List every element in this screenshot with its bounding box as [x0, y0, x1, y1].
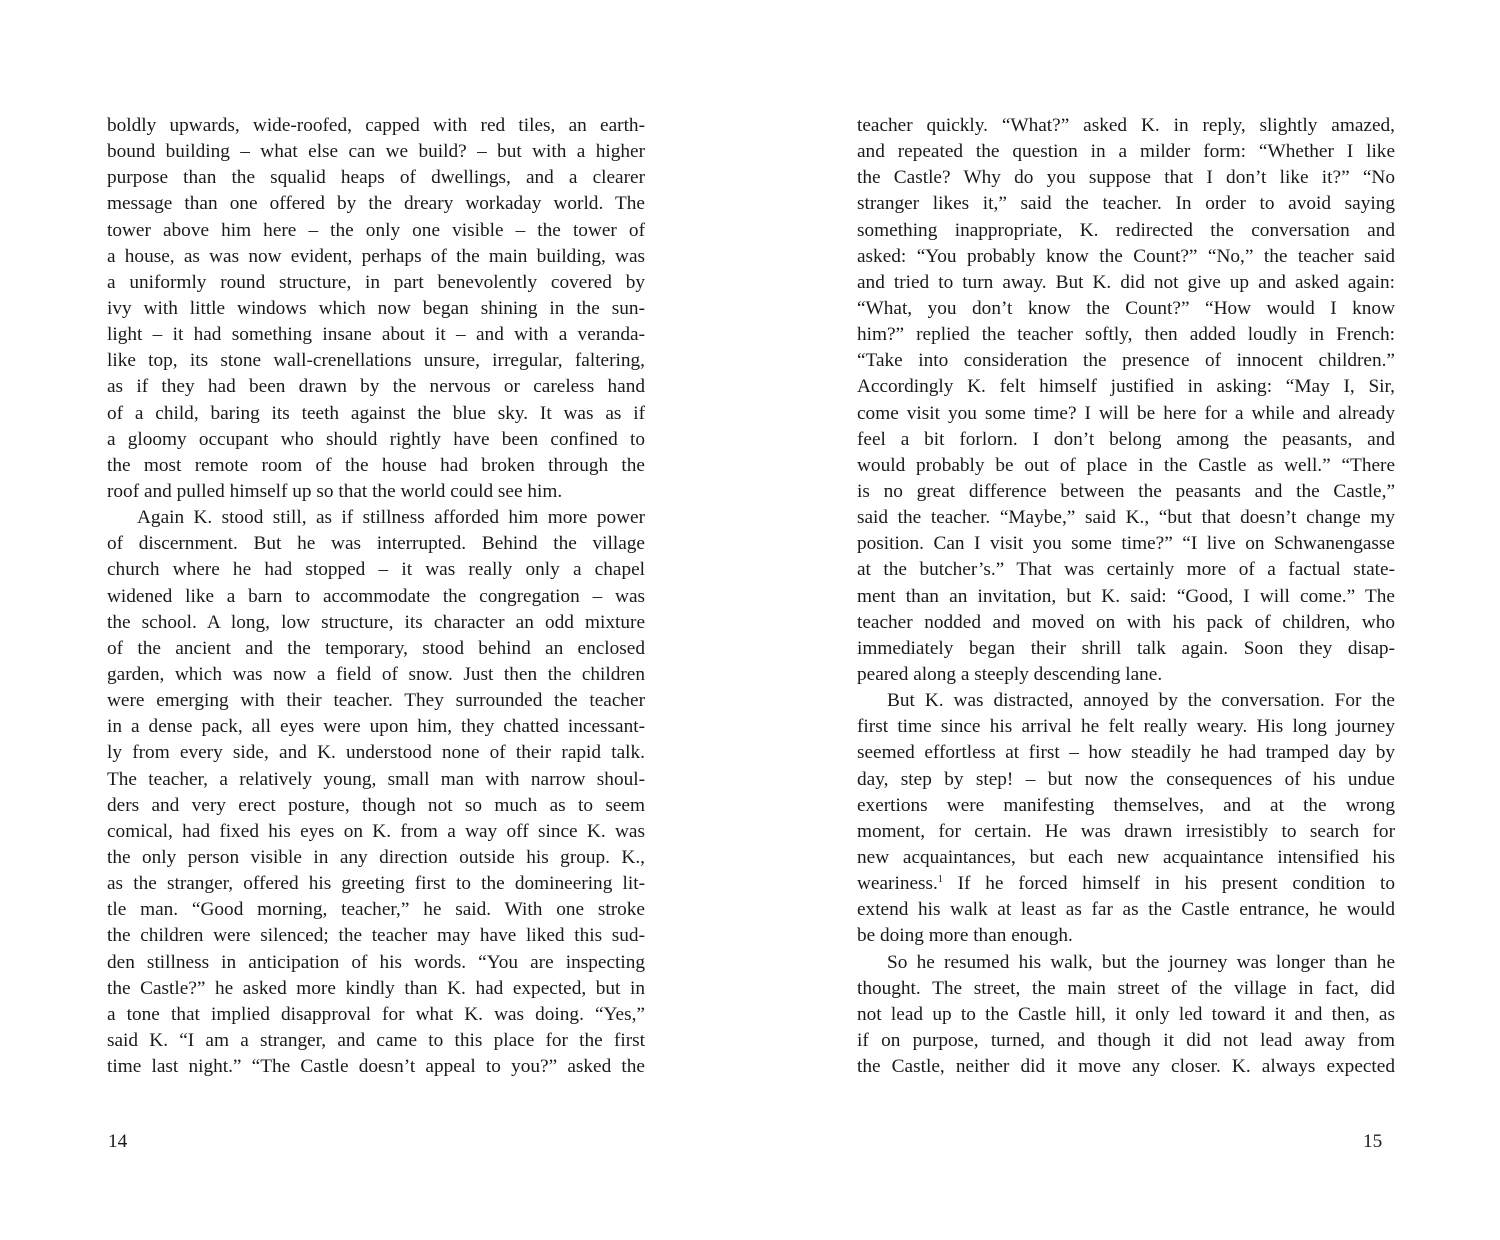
text-line: feel a bit forlorn. I don’t belong among the peasants, and [857, 428, 1395, 450]
text-line: the most remote room of the house had broken through the [107, 454, 645, 476]
text-line: the Castle?” he asked more kindly than K. had expected, but in [107, 977, 645, 999]
text-line: “What, you don’t know the Count?” “How would I know [857, 297, 1395, 319]
text-line: asked: “You probably know the Count?” “No,” the teacher said [857, 245, 1395, 267]
text-line: were emerging with their teacher. They surrounded the teacher [107, 690, 645, 712]
text-line: and repeated the question in a milder form: “Whether I like [857, 141, 1395, 163]
text-line: come visit you some time? I will be here for a while and already [857, 402, 1395, 424]
text-line: peared along a steeply descending lane. [857, 663, 1163, 685]
text-line: widened like a barn to accommodate the congregation – was [107, 585, 645, 607]
text-line: ders and very erect posture, though not so much as to seem [107, 794, 645, 816]
text-line: thought. The street, the main street of the village in fact, did [857, 977, 1395, 999]
text-line: be doing more than enough. [857, 925, 1073, 947]
text-line: would probably be out of place in the Castle as well.” “There [857, 454, 1395, 476]
text-line: extend his walk at least as far as the Castle entrance, he would [857, 899, 1395, 921]
footnote-line [857, 871, 1395, 897]
text-line: seemed effortless at first – how steadily he had tramped day by [857, 742, 1395, 764]
text-line: if on purpose, turned, and though it did not lead away from [857, 1029, 1395, 1051]
text-line: and tried to turn away. But K. did not give up and asked again: [857, 271, 1395, 293]
text-line: said the teacher. “Maybe,” said K., “but that doesn’t change my [857, 507, 1395, 529]
text-line: a gloomy occupant who should rightly have been confined to [107, 428, 645, 450]
text-line: of discernment. But he was interrupted. Behind the village [107, 533, 645, 555]
footnote-marker[interactable]: 1 [937, 874, 943, 886]
text-line: church where he had stopped – it was really only a chapel [107, 559, 645, 581]
text-line: tle man. “Good morning, teacher,” he said. With one stroke [107, 899, 645, 921]
text-line: ivy with little windows which now began shining in the sun- [107, 297, 645, 319]
text-line: roof and pulled himself up so that the world could see him. [107, 480, 563, 502]
left-page-text [107, 113, 645, 1080]
text-line: not lead up to the Castle hill, it only led toward it and then, as [857, 1003, 1395, 1025]
text-line: of the ancient and the temporary, stood behind an enclosed [107, 637, 645, 659]
text-line: tower above him here – the only one visible – the tower of [107, 219, 645, 241]
text-line: as if they had been drawn by the nervous or careless hand [107, 376, 645, 398]
text-line: bound building – what else can we build? – but with a higher [107, 141, 645, 163]
text-line: boldly upwards, wide-roofed, capped with red tiles, an earth- [107, 115, 645, 136]
text-line: a tone that implied disapproval for what K. was doing. “Yes,” [107, 1003, 645, 1025]
text-line: the only person visible in any direction outside his group. K., [107, 846, 645, 868]
text-line: “Take into consideration the presence of innocent children.” [857, 350, 1395, 372]
text-line: den stillness in anticipation of his words. “You are inspecting [107, 951, 645, 973]
text-line: ment than an invitation, but K. said: “Good, I will come.” The [857, 585, 1395, 607]
right-page-text [857, 113, 1395, 1080]
text-line: immediately began their shrill talk again. Soon they disap- [857, 637, 1395, 659]
left-page-number: 14 [108, 1131, 128, 1152]
text-line: the school. A long, low structure, its character an odd mixture [107, 611, 645, 633]
text-line: a uniformly round structure, in part benevolently covered by [107, 271, 645, 293]
text-line: day, step by step! – but now the consequences of his undue [857, 768, 1395, 790]
text-line: moment, for certain. He was drawn irresistibly to search for [857, 820, 1395, 842]
text-line: purpose than the squalid heaps of dwellings, and a clearer [107, 167, 645, 189]
text-line: at the butcher’s.” That was certainly more of a factual state- [857, 559, 1395, 581]
text-line: him?” replied the teacher softly, then added loudly in French: [857, 324, 1395, 346]
text-line: like top, its stone wall-crenellations unsure, irregular, faltering, [107, 350, 645, 372]
text-line: the children were silenced; the teacher may have liked this sud- [107, 925, 645, 947]
text-line: The teacher, a relatively young, small man with narrow shoul- [107, 768, 645, 790]
text-line: the Castle? Why do you suppose that I don’t like it?” “No [857, 167, 1395, 189]
text-line: new acquaintances, but each new acquaintance intensified his [857, 846, 1395, 868]
text-line: said K. “I am a stranger, and came to this place for the first [107, 1029, 645, 1051]
text-line: teacher quickly. “What?” asked K. in reply, slightly amazed, [857, 115, 1395, 136]
paragraph-start-line: Again K. stood still, as if stillness afforded him more power [137, 507, 645, 529]
text-line: comical, had fixed his eyes on K. from a way off since K. was [107, 820, 645, 842]
text-line: something inappropriate, K. redirected the conversation and [857, 219, 1395, 241]
text-line: position. Can I visit you some time?” “I live on Schwanengasse [857, 533, 1395, 555]
line-end-text: If he forced himself in his present condition to [942, 873, 1395, 895]
line-start-text: weariness. [857, 873, 938, 895]
text-line: in a dense pack, all eyes were upon him, they chatted incessant- [107, 716, 645, 738]
text-line: the Castle, neither did it move any closer. K. always expected [857, 1056, 1395, 1078]
text-line: garden, which was now a field of snow. Just then the children [107, 663, 645, 685]
text-line: light – it had something insane about it – and with a veranda- [107, 324, 645, 346]
text-line: of a child, baring its teeth against the blue sky. It was as if [107, 402, 645, 424]
right-page-number: 15 [1363, 1131, 1383, 1152]
text-line: a house, as was now evident, perhaps of the main building, was [107, 245, 645, 267]
text-line: as the stranger, offered his greeting first to the domineering lit- [107, 873, 645, 895]
paragraph-start-line: So he resumed his walk, but the journey was longer than he [887, 951, 1395, 973]
text-line: message than one offered by the dreary workaday world. The [107, 193, 645, 215]
text-line: stranger likes it,” said the teacher. In order to avoid saying [857, 193, 1395, 215]
text-line: exertions were manifesting themselves, and at the wrong [857, 794, 1395, 816]
paragraph-start-line: But K. was distracted, annoyed by the conversation. For the [887, 690, 1395, 712]
text-line: teacher nodded and moved on with his pack of children, who [857, 611, 1395, 633]
text-line: time last night.” “The Castle doesn’t appeal to you?” asked the [107, 1056, 645, 1078]
text-line: first time since his arrival he felt really weary. His long journey [857, 716, 1395, 738]
text-line: Accordingly K. felt himself justified in asking: “May I, Sir, [857, 376, 1395, 398]
text-line: ly from every side, and K. understood none of their rapid talk. [107, 742, 645, 764]
text-line: is no great difference between the peasants and the Castle,” [857, 480, 1395, 502]
